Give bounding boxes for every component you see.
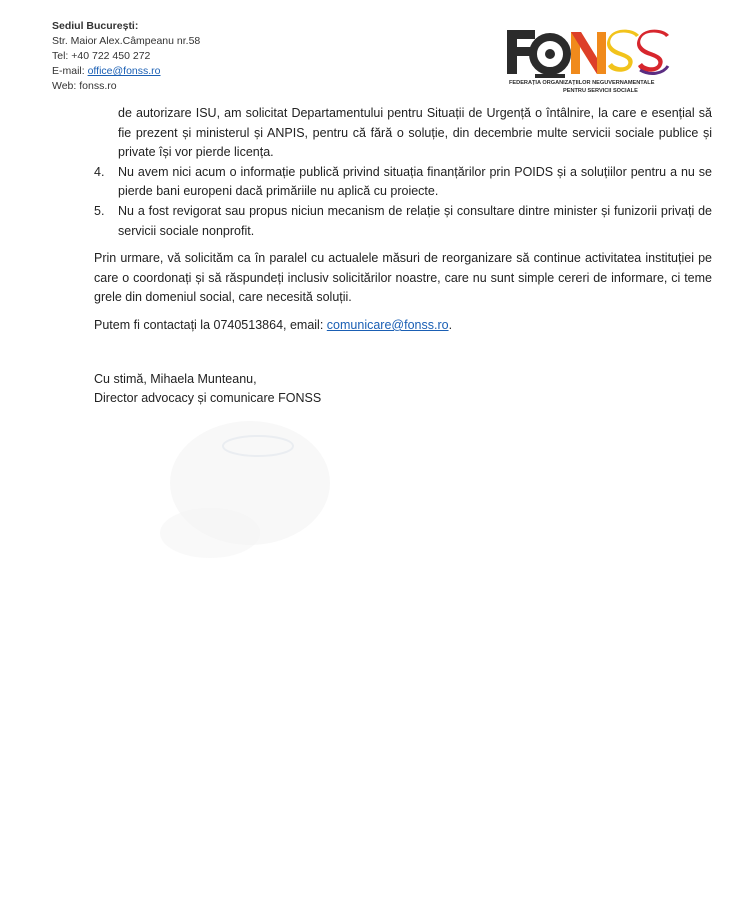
- email-label: E-mail:: [52, 65, 88, 77]
- request-paragraph: Prin urmare, vă solicităm ca în paralel cu actualele măsuri de reorganizare să continue activitatea instituției pe care o coordonați și să răspundeți inclusiv solicitărilor noastre, care nu sunt simple cereri de informare, ci teme grele din domeniul social, care necesită soluții.: [94, 251, 712, 305]
- contact-prefix: Putem fi contactați la 0740513864, email:: [94, 317, 327, 332]
- logo-subtitle-2: PENTRU SERVICII SOCIALE: [563, 88, 638, 94]
- list-item: [94, 202, 712, 241]
- list-number: 5.: [94, 203, 105, 218]
- fonss-logo: [505, 22, 670, 98]
- contact-email-link[interactable]: comunicare@fonss.ro: [326, 317, 449, 332]
- signature-role: Director advocacy și comunicare FONSS: [94, 391, 322, 406]
- list-text: Nu a fost revigorat sau propus niciun mecanism de relație și consultare dintre minister și funizorii privați de servicii sociale nonprofit.: [118, 203, 712, 238]
- office-email-link[interactable]: office@fonss.ro: [87, 65, 161, 77]
- list-text: Nu avem nici acum o informație publică privind situația finanțărilor prin POIDS și a soluțiilor pentru a nu se pierde bani europeni dacă primăriile nu aplică cu proiecte.: [118, 164, 712, 199]
- list-item: [94, 163, 712, 202]
- logo-subtitle-1: FEDERAȚIA ORGANIZAȚIILOR NEGUVERNAMENTALE: [509, 80, 655, 86]
- signature-closing: Cu stimă, Mihaela Munteanu,: [94, 371, 257, 386]
- list-item-3-continuation: de autorizare ISU, am solicitat Departamentului pentru Situații de Urgență o întâlnire, la care e esențial să fie prezent și ministerul și ANPIS, pentru că fără o soluție, din decembrie multe servicii sociale publice și private își vor pierde licența.: [118, 106, 712, 160]
- office-email-line: [52, 64, 200, 79]
- faded-stamp-image: [140, 408, 340, 568]
- letterhead-contact: [52, 19, 200, 94]
- office-address: Str. Maior Alex.Câmpeanu nr.58: [52, 35, 201, 47]
- office-web: Web: fonss.ro: [52, 80, 117, 92]
- contact-suffix: .: [448, 317, 453, 332]
- letter-body: [94, 104, 712, 409]
- contact-line: [94, 316, 712, 336]
- list-number: 4.: [94, 164, 105, 179]
- signature-block: [94, 370, 712, 409]
- office-phone: Tel: +40 722 450 272: [52, 50, 151, 62]
- office-title: Sediul București:: [52, 20, 139, 32]
